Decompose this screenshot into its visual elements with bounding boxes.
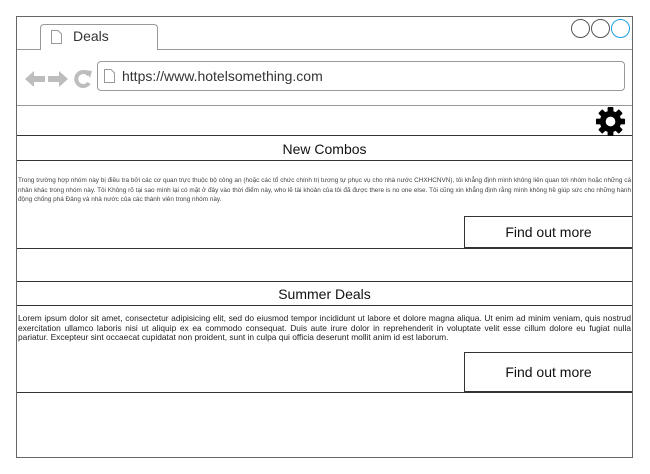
minimize-icon[interactable] xyxy=(571,19,590,38)
navigation-bar xyxy=(17,49,632,106)
section-description-summer-deals: Lorem ipsum dolor sit amet, consectetur adipisicing elit, sed do eiusmod tempor incididunt ut labore et dolore magna aliqua. Ut enim ad minim veniam, quis nostrud exercitation ullamco laboris nisi ut aliquip ex ea commodo consequat. Duis aute irure dolor in reprehenderit in voluptate velit esse cillum dolore eu fugiat nulla pariatur. Excepteur sint occaecat cupidatat non proident, sunt in culpa qui officia deserunt mollit anim id est laborum. xyxy=(18,313,631,343)
section-title-summer-deals: Summer Deals xyxy=(17,281,632,306)
page-icon xyxy=(104,69,115,83)
divider xyxy=(17,392,632,393)
maximize-icon[interactable] xyxy=(611,19,630,38)
address-bar[interactable] xyxy=(97,61,625,91)
find-out-more-button-new-combos[interactable]: Find out more xyxy=(464,216,632,248)
section-description-new-combos: Trong trường hợp nhóm này bị điều tra bởi các cơ quan trực thuộc bộ công an (hoặc các tổ chức chính trị tương tự phục vụ cho nhà nước CHXHCNVN), tôi khẳng định mình không liên quan tới nhóm hoặc những cá nhân khác trong nhóm này. Tôi Không rõ tại sao mình lại có mặt ở đây vào thời điểm này, who lẽ tài khoản của tôi đã được there is no one else. Tôi cũng xin khẳng định rằng mình không hề giúp sức cho những hành động chống phá Đảng và nhà nước của các thành viên trong nhóm này. xyxy=(18,177,631,203)
toolbar xyxy=(17,106,632,136)
find-out-more-button-summer-deals[interactable]: Find out more xyxy=(464,352,632,392)
divider xyxy=(17,248,632,249)
window-controls xyxy=(571,19,630,38)
back-arrow-icon[interactable] xyxy=(25,69,45,89)
forward-arrow-icon[interactable] xyxy=(48,69,68,89)
section-title-new-combos: New Combos xyxy=(17,137,632,161)
gear-icon[interactable] xyxy=(595,106,626,137)
browser-window xyxy=(16,16,633,458)
browser-tab[interactable] xyxy=(40,24,158,50)
tab-label: Deals xyxy=(73,28,109,44)
restore-icon[interactable] xyxy=(591,19,610,38)
page-icon xyxy=(51,30,62,44)
reload-icon[interactable] xyxy=(74,69,92,89)
url-text: https://www.hotelsomething.com xyxy=(122,68,323,84)
